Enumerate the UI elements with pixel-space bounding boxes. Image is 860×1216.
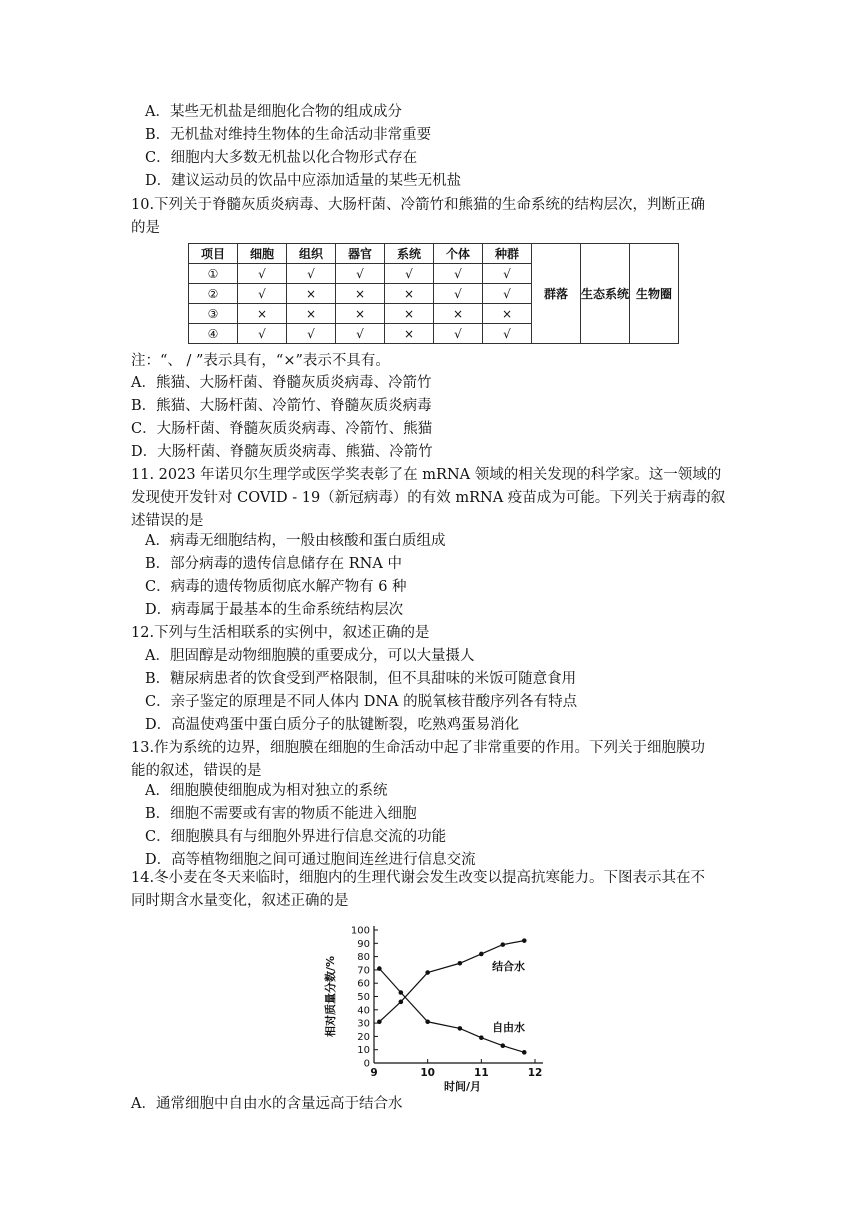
data-point xyxy=(479,1035,484,1040)
table-cell: ③ xyxy=(189,304,238,324)
q11-option-d: D．病毒属于最基本的生命系统结构层次 xyxy=(145,602,404,618)
data-point xyxy=(399,1000,404,1005)
data-point xyxy=(501,1043,506,1048)
q14-stem-line2: 同时期含水量变化，叙述正确的是 xyxy=(131,893,349,909)
series-line-0 xyxy=(379,941,524,1022)
data-point xyxy=(377,1019,382,1024)
y-tick-label: 0 xyxy=(363,1058,370,1070)
table-cell: × xyxy=(336,284,385,304)
q10-table xyxy=(188,243,679,344)
table-cell: √ xyxy=(483,264,532,284)
table-cell: × xyxy=(336,304,385,324)
table-header: 系统 xyxy=(385,244,434,264)
y-tick-label: 10 xyxy=(357,1045,370,1057)
q9-option-a: A．某些无机盐是细胞化合物的组成成分 xyxy=(145,104,402,120)
x-tick-label: 10 xyxy=(420,1067,435,1079)
table-cell: × xyxy=(287,284,336,304)
y-tick-label: 60 xyxy=(357,978,370,990)
y-tick-label: 40 xyxy=(357,1005,370,1017)
data-point xyxy=(522,1050,527,1055)
y-axis-label: 相对质量分数/% xyxy=(324,955,337,1038)
data-point xyxy=(458,961,463,966)
table-cell: √ xyxy=(238,324,287,344)
q12-option-a: A．胆固醇是动物细胞膜的重要成分，可以大量摄人 xyxy=(145,648,475,664)
table-cell: ② xyxy=(189,284,238,304)
x-tick-label: 12 xyxy=(527,1067,543,1079)
q11-stem-line3: 述错误的是 xyxy=(131,513,204,529)
table-cell: √ xyxy=(238,284,287,304)
table-cell-ecosystem: 生态系统 xyxy=(581,244,630,344)
table-cell: √ xyxy=(434,324,483,344)
y-tick-label: 100 xyxy=(350,925,370,937)
q13-stem-line2: 能的叙述，错误的是 xyxy=(131,763,262,779)
q10-stem-line1: 10.下列关于脊髓灰质炎病毒、大肠杆菌、冷箭竹和熊猫的生命系统的结构层次，判断正确 xyxy=(131,197,706,213)
q13-option-c: C．细胞膜具有与细胞外界进行信息交流的功能 xyxy=(145,829,447,845)
q10-option-a: A．熊猫、大肠杆菌、脊髓灰质炎病毒、冷箭竹 xyxy=(131,375,432,391)
q11-stem-line1: 11. 2023 年诺贝尔生理学或医学奖表彰了在 mRNA 领域的相关发现的科学家。这一领域的 xyxy=(131,467,722,483)
table-cell: √ xyxy=(434,284,483,304)
data-point xyxy=(425,1019,430,1024)
table-cell: × xyxy=(238,304,287,324)
table-cell: √ xyxy=(287,264,336,284)
table-header: 组织 xyxy=(287,244,336,264)
q12-option-d: D．高温使鸡蛋中蛋白质分子的肽键断裂，吃熟鸡蛋易消化 xyxy=(145,717,520,733)
y-tick-label: 80 xyxy=(357,952,370,964)
table-header: 项目 xyxy=(189,244,238,264)
x-axis-label: 时间/月 xyxy=(443,1080,482,1093)
q13-option-a: A．细胞膜使细胞成为相对独立的系统 xyxy=(145,783,388,799)
series-line-1 xyxy=(379,969,524,1053)
y-tick-label: 30 xyxy=(357,1018,370,1030)
table-cell: √ xyxy=(483,324,532,344)
table-header: 器官 xyxy=(336,244,385,264)
series-label: 自由水 xyxy=(492,1021,526,1035)
table-cell: × xyxy=(483,304,532,324)
q12-option-b: B．糖尿病患者的饮食受到严格限制，但不具甜味的米饭可随意食用 xyxy=(145,671,577,687)
table-cell: ④ xyxy=(189,324,238,344)
data-point xyxy=(425,970,430,975)
q11-option-b: B．部分病毒的遗传信息储存在 RNA 中 xyxy=(145,556,402,572)
q10-option-b: B．熊猫、大肠杆菌、冷箭竹、脊髓灰质炎病毒 xyxy=(131,398,432,414)
y-tick-label: 50 xyxy=(357,992,370,1003)
table-header: 种群 xyxy=(483,244,532,264)
table-cell: × xyxy=(434,304,483,324)
q11-option-c: C．病毒的遗传物质彻底水解产物有 6 种 xyxy=(145,579,407,595)
q10-option-d: D．大肠杆菌、脊髓灰质炎病毒、熊猫、冷箭竹 xyxy=(131,444,433,460)
q13-option-d: D．高等植物细胞之间可通过胞间连丝进行信息交流 xyxy=(145,852,476,868)
q11-stem-line2: 发现使开发针对 COVID - 19（新冠病毒）的有效 mRNA 疫苗成为可能。下列关于病毒的叙 xyxy=(131,490,726,506)
y-tick-label: 20 xyxy=(357,1031,370,1043)
table-header: 细胞 xyxy=(238,244,287,264)
data-point xyxy=(458,1026,463,1031)
data-point xyxy=(479,952,484,957)
table-cell: √ xyxy=(287,324,336,344)
table-cell-community: 群落 xyxy=(532,244,581,344)
table-cell: × xyxy=(385,284,434,304)
table-cell: × xyxy=(385,304,434,324)
table-cell: √ xyxy=(385,264,434,284)
x-tick-label: 9 xyxy=(370,1067,378,1079)
y-tick-label: 70 xyxy=(357,965,370,977)
q9-option-d: D．建议运动员的饮品中应添加适量的某些无机盐 xyxy=(145,173,462,189)
table-cell: × xyxy=(287,304,336,324)
q10-note: 注：“、 / ”表示具有，“×”表示不具有。 xyxy=(131,353,390,369)
series-label: 结合水 xyxy=(492,959,526,973)
data-point xyxy=(501,942,506,947)
q14-stem-line1: 14.冬小麦在冬天来临时，细胞内的生理代谢会发生改变以提高抗寒能力。下图表示其在不 xyxy=(131,870,706,886)
q12-option-c: C．亲子鉴定的原理是不同人体内 DNA 的脱氧核苷酸序列各有特点 xyxy=(145,694,578,710)
table-cell: √ xyxy=(336,324,385,344)
q12-stem: 12.下列与生活相联系的实例中，叙述正确的是 xyxy=(131,625,430,641)
q14-option-a: A．通常细胞中自由水的含量远高于结合水 xyxy=(131,1096,403,1112)
data-point xyxy=(377,966,382,971)
table-cell: √ xyxy=(483,284,532,304)
table-cell: √ xyxy=(336,264,385,284)
x-tick-label: 11 xyxy=(474,1067,489,1079)
q10-stem-line2: 的是 xyxy=(131,220,160,236)
q13-option-b: B．细胞不需要或有害的物质不能进入细胞 xyxy=(145,806,417,822)
table-cell: × xyxy=(385,324,434,344)
q10-option-c: C．大肠杆菌、脊髓灰质炎病毒、冷箭竹、熊猫 xyxy=(131,421,433,437)
q9-option-b: B．无机盐对维持生物体的生命活动非常重要 xyxy=(145,127,432,143)
table-cell: √ xyxy=(434,264,483,284)
table-cell: ① xyxy=(189,264,238,284)
table-cell: √ xyxy=(238,264,287,284)
data-point xyxy=(522,938,527,943)
y-tick-label: 90 xyxy=(357,938,370,950)
water-content-chart xyxy=(320,918,550,1093)
table-header: 个体 xyxy=(434,244,483,264)
table-cell-biosphere: 生物圈 xyxy=(630,244,679,344)
q11-option-a: A．病毒无细胞结构，一般由核酸和蛋白质组成 xyxy=(145,533,446,549)
data-point xyxy=(399,990,404,995)
q13-stem-line1: 13.作为系统的边界，细胞膜在细胞的生命活动中起了非常重要的作用。下列关于细胞膜功 xyxy=(131,740,706,756)
q9-option-c: C．细胞内大多数无机盐以化合物形式存在 xyxy=(145,150,418,166)
